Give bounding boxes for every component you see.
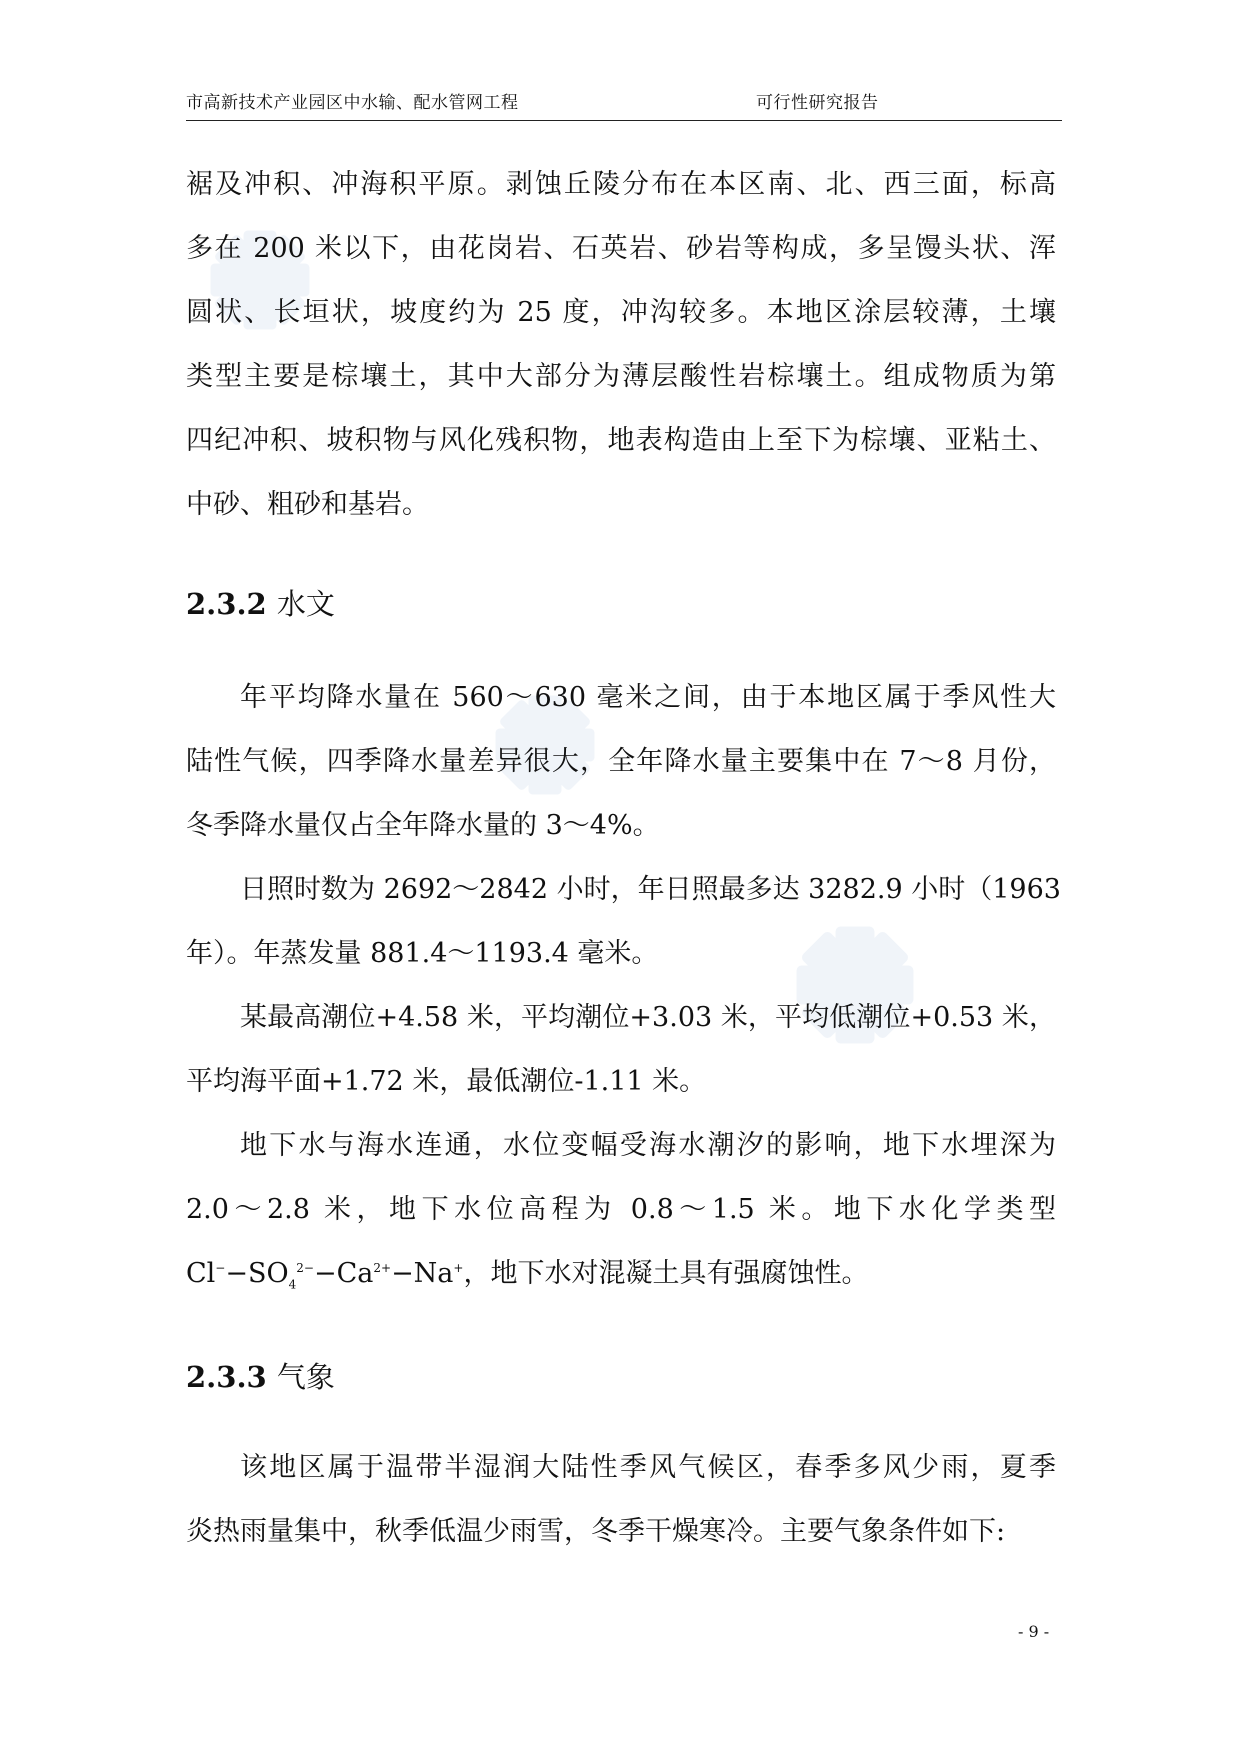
text-line: 中砂、粗砂和基岩。 (186, 489, 429, 520)
section-heading-hydrology (186, 582, 335, 623)
text-line: 年平均降水量在 560～630 毫米之间，由于本地区属于季风性大 (240, 682, 1056, 713)
text-line: 2.0～2.8 米，地下水位高程为 0.8～1.5 米。地下水化学类型 (186, 1194, 1056, 1225)
section-number: 2.3.2 (186, 587, 267, 621)
chemical-formula-line (186, 1242, 1056, 1306)
section-heading-meteorology (186, 1355, 335, 1396)
chem-charge: 2− (296, 1261, 314, 1275)
section-title: 水文 (276, 587, 335, 621)
page-header (186, 82, 1062, 121)
text-line: 类型主要是棕壤土，其中大部分为薄层酸性岩棕壤土。组成物质为第 (186, 361, 1056, 392)
chem-ion-ca: −Ca (313, 1258, 374, 1289)
text-line: 日照时数为 2692～2842 小时，年日照最多达 3282.9 小时（1963 (240, 874, 1061, 905)
text-line: 多在 200 米以下，由花岗岩、石英岩、砂岩等构成，多呈馒头状、浑 (186, 233, 1056, 264)
chem-ion-cl: Cl (186, 1258, 216, 1289)
text-line: 冬季降水量仅占全年降水量的 3～4%。 (186, 810, 660, 841)
chem-ion-so4: −SO (225, 1258, 289, 1289)
text-line: 四纪冲积、坡积物与风化残积物，地表构造由上至下为棕壤、亚粘土、 (186, 425, 1056, 456)
chem-subscript: 4 (288, 1277, 297, 1292)
text-line: 陆性气候，四季降水量差异很大，全年降水量主要集中在 7～8 月份， (186, 746, 1056, 777)
text-fragment: ，地下水对混凝土具有强腐蚀性。 (463, 1258, 869, 1289)
hydrology-paragraph-4 (186, 1114, 1056, 1306)
hydrology-paragraph-3 (186, 986, 1056, 1114)
text-line: 炎热雨量集中，秋季低温少雨雪，冬季干燥寒冷。主要气象条件如下: (186, 1516, 1006, 1547)
text-line: 裾及冲积、冲海积平原。剥蚀丘陵分布在本区南、北、西三面，标高 (186, 169, 1056, 200)
chem-charge: − (215, 1261, 226, 1275)
section-number: 2.3.3 (186, 1360, 267, 1394)
text-line: 平均海平面+1.72 米，最低潮位-1.11 米。 (186, 1066, 707, 1097)
hydrology-paragraph-2 (186, 858, 1061, 986)
chem-ion-na: −Na (391, 1258, 454, 1289)
intro-paragraph (186, 153, 1056, 537)
text-line: 地下水与海水连通，水位变幅受海水潮汐的影响，地下水埋深为 (240, 1130, 1056, 1161)
meteorology-paragraph-1 (186, 1436, 1056, 1564)
text-line: 该地区属于温带半湿润大陆性季风气候区，春季多风少雨，夏季 (240, 1452, 1056, 1483)
text-line: 圆状、长垣状，坡度约为 25 度，冲沟较多。本地区涂层较薄，土壤 (186, 297, 1056, 328)
text-line: 某最高潮位+4.58 米，平均潮位+3.03 米，平均低潮位+0.53 米， (240, 1002, 1056, 1033)
page-number: - 9 - (1018, 1622, 1050, 1641)
chem-charge: 2+ (373, 1261, 392, 1275)
hydrology-paragraph-1 (186, 666, 1056, 858)
chem-charge: + (453, 1261, 464, 1275)
header-report-type: 可行性研究报告 (756, 93, 879, 113)
text-line: 年）。年蒸发量 881.4～1193.4 毫米。 (186, 938, 659, 969)
section-title: 气象 (276, 1360, 335, 1394)
header-project-title: 市高新技术产业园区中水输、配水管网工程 (186, 93, 519, 113)
